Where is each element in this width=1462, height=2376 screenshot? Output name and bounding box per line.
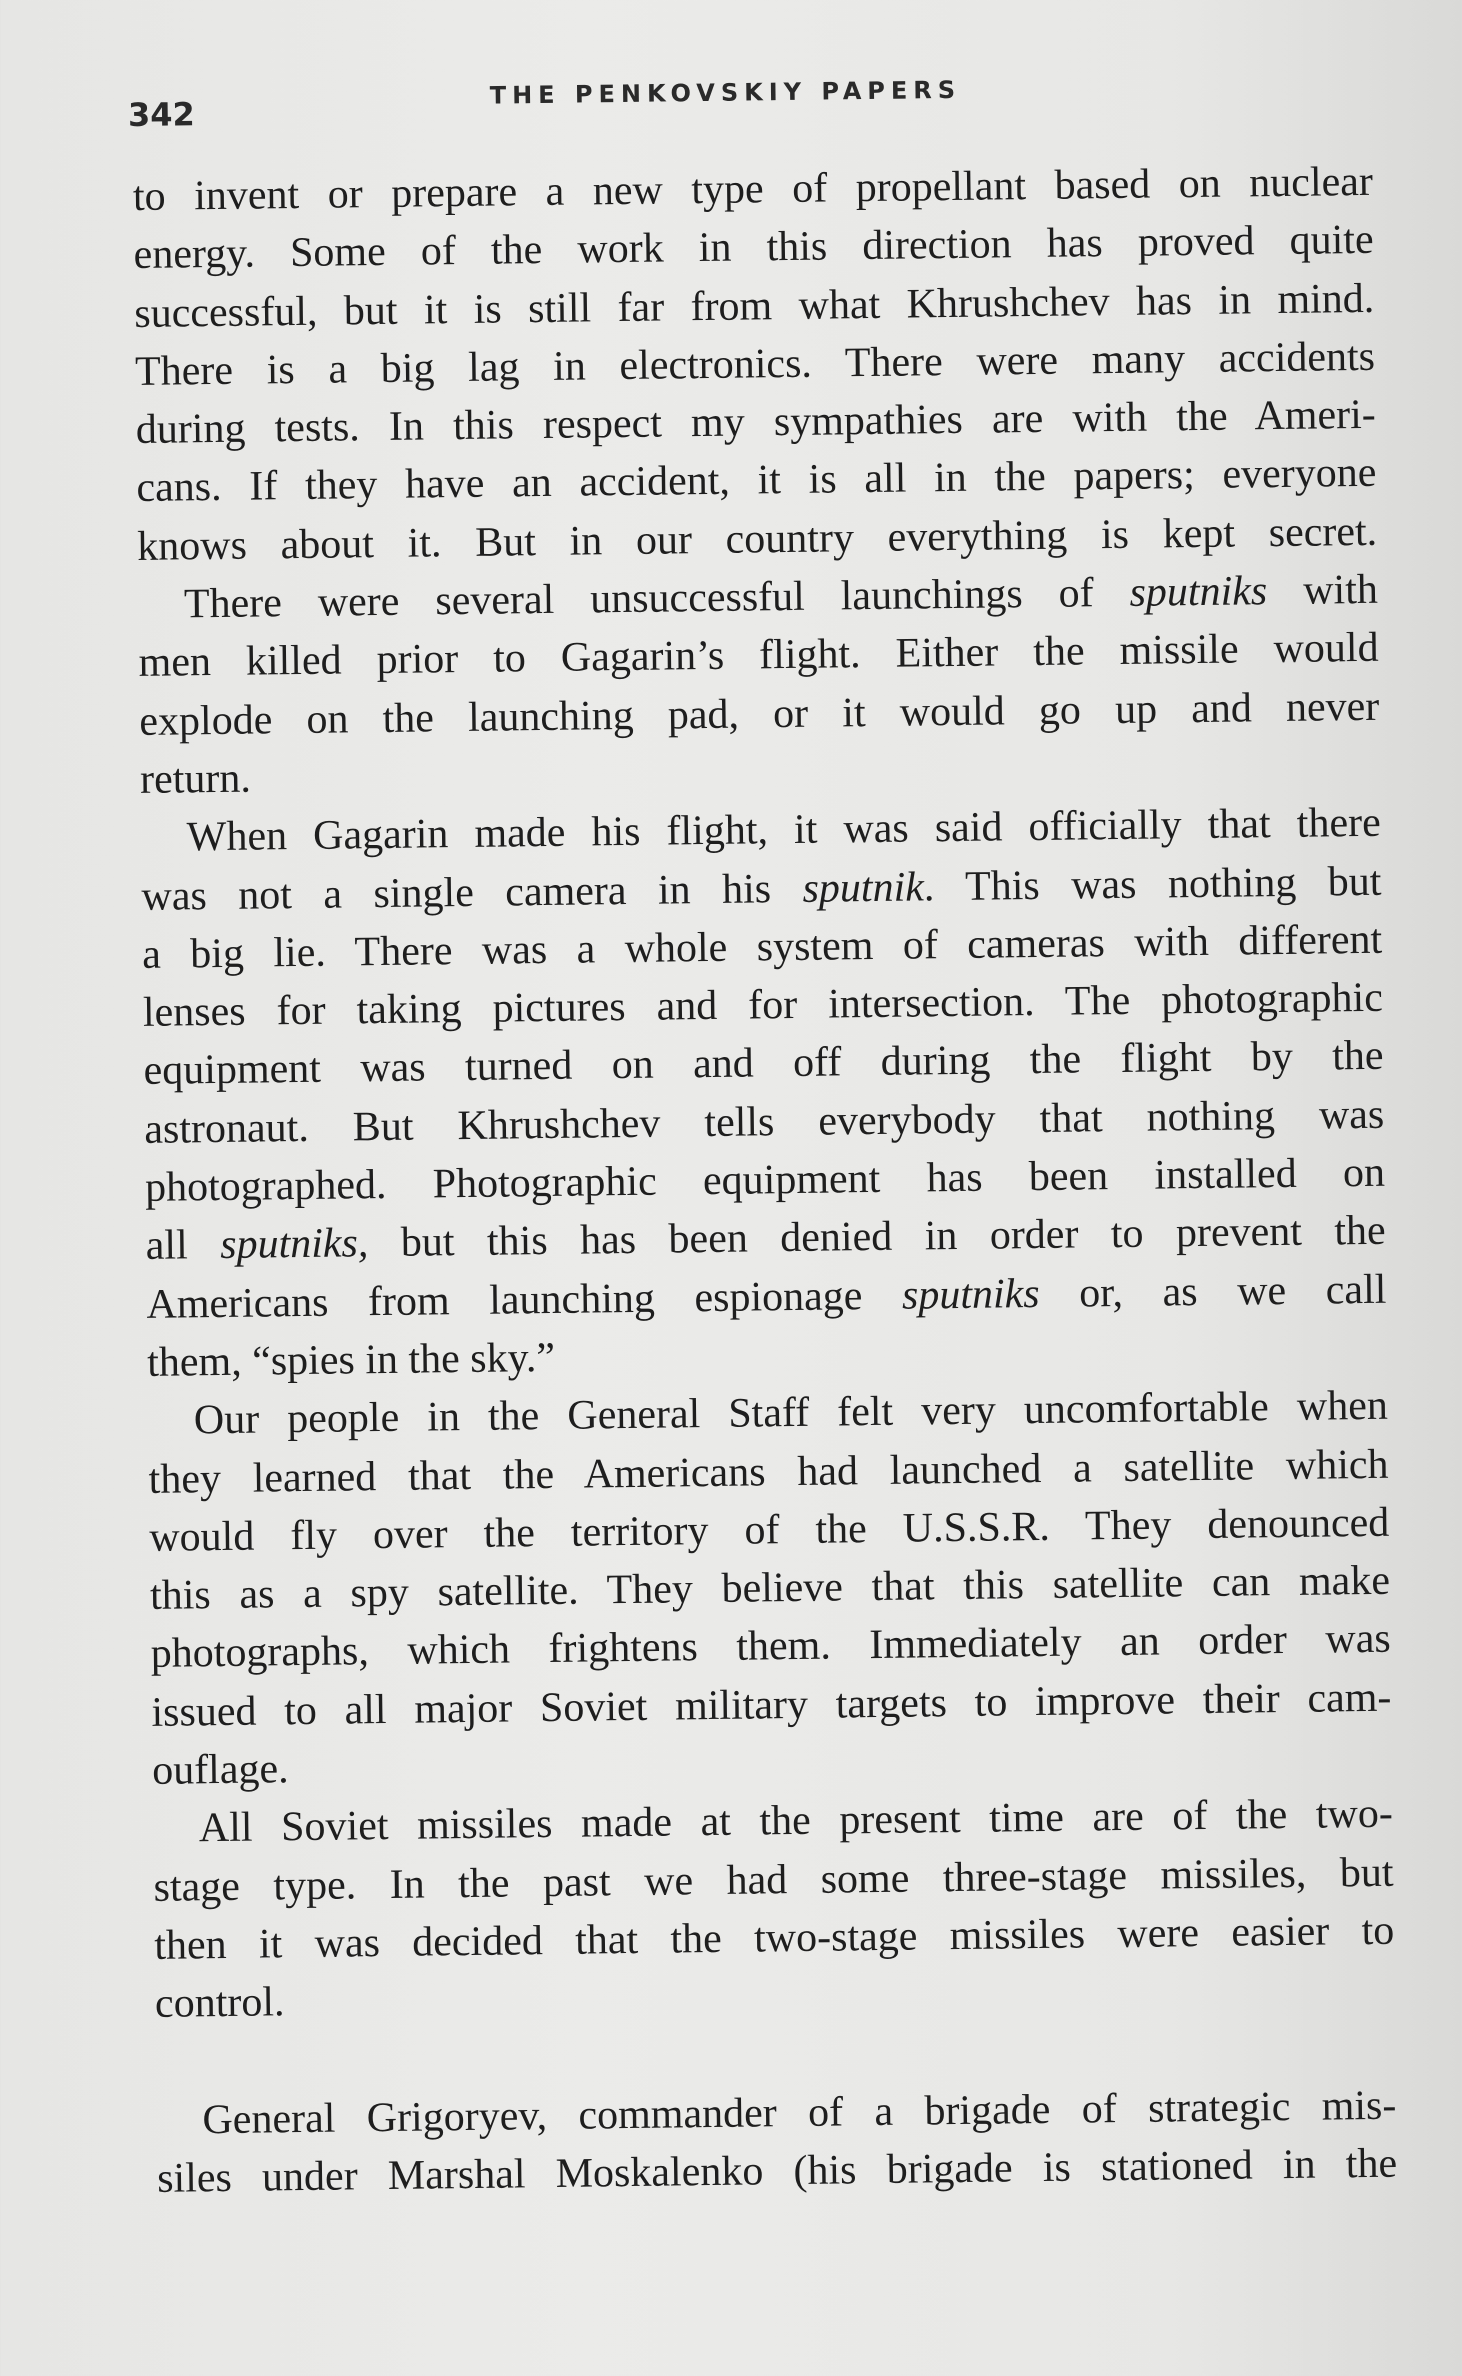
text-span: men killed prior to Gagarin’s flight. Either the missile would [138, 625, 1379, 687]
text-span: General Grigoryev, commander of a brigade of strategic mis- [202, 2082, 1397, 2144]
text-span: they learned that the Americans had launched a satellite which [148, 1441, 1389, 1503]
text-span: return. [139, 755, 252, 803]
text-span: then it was decided that the two-stage missiles were easier to [154, 1907, 1395, 1969]
text-span: successful, but it is still far from what Khrushchev has in mind. [134, 275, 1375, 337]
text-span: photographed. Photographic equipment has been installed on [144, 1149, 1386, 1211]
text-span: When Gagarin made his flight, it was said officially that there [186, 800, 1381, 861]
text-span: control. [154, 1979, 285, 2028]
running-title: THE PENKOVSKIY PAPERS [489, 75, 962, 110]
text-span: astronaut. But Khrushchev tells everybody that nothing was [144, 1091, 1385, 1153]
text-span: this as a spy satellite. They believe that this satellite can make [149, 1557, 1391, 1619]
text-span: Our people in the General Staff felt very uncomfortable when [193, 1382, 1389, 1444]
text-span: photographs, which frightens them. Immediately an order was [150, 1616, 1391, 1678]
text-span: with [1266, 566, 1379, 615]
text-span: ouflage. [151, 1746, 289, 1794]
text-span: All Soviet missiles made at the present time are of the two- [198, 1791, 1394, 1852]
text-span: There were several unsuccessful launchings of [183, 569, 1130, 628]
text-span: energy. Some of the work in this direction has proved quite [133, 217, 1374, 279]
body-text [133, 153, 1398, 2208]
text-span: equipment was turned on and off during the flight by the [143, 1033, 1384, 1095]
text-span: but this has been denied in order to prevent the [368, 1208, 1386, 1267]
text-span: would fly over the territory of the U.S.S.R. They denounced [149, 1499, 1390, 1561]
italic-text: sputnik [802, 863, 925, 912]
text-span: There is a big lag in electronics. There were many accidents [134, 333, 1376, 395]
text-span: all [145, 1222, 221, 1270]
text-span: siles under Marshal Moskalenko (his brigade is stationed in the [156, 2140, 1398, 2202]
text-span: a big lie. There was a whole system of cameras with different [141, 916, 1383, 978]
text-span: . This was nothing but [923, 858, 1382, 910]
italic-text: sputniks [1129, 568, 1268, 616]
text-span: them, “spies in the sky.” [146, 1334, 556, 1386]
italic-text: sputniks, [219, 1220, 369, 1269]
text-span: knows about it. But in our country everything is kept secret. [136, 508, 1378, 570]
italic-text: sputniks [901, 1270, 1040, 1319]
text-span: cans. If they have an accident, it is all in the papers; everyone [136, 450, 1377, 512]
text-span: lenses for taking pictures and for intersection. The photographic [142, 974, 1384, 1037]
text-span: explode on the launching pad, or it would go up and never [139, 683, 1380, 745]
text-span: was not a single camera in his [141, 865, 803, 920]
text-span: Americans from launching espionage [146, 1272, 903, 1328]
text-span: stage type. In the past we had some three-stage missiles, but [153, 1849, 1394, 1911]
text-span: during tests. In this respect my sympathies are with the Ameri- [135, 391, 1376, 454]
text-span: or, as we call [1039, 1266, 1387, 1317]
text-span: issued to all major Soviet military targets to improve their cam- [151, 1674, 1392, 1736]
text-span: to invent or prepare a new type of propellant based on nuclear [132, 158, 1374, 220]
page-number: 342 [127, 95, 195, 135]
